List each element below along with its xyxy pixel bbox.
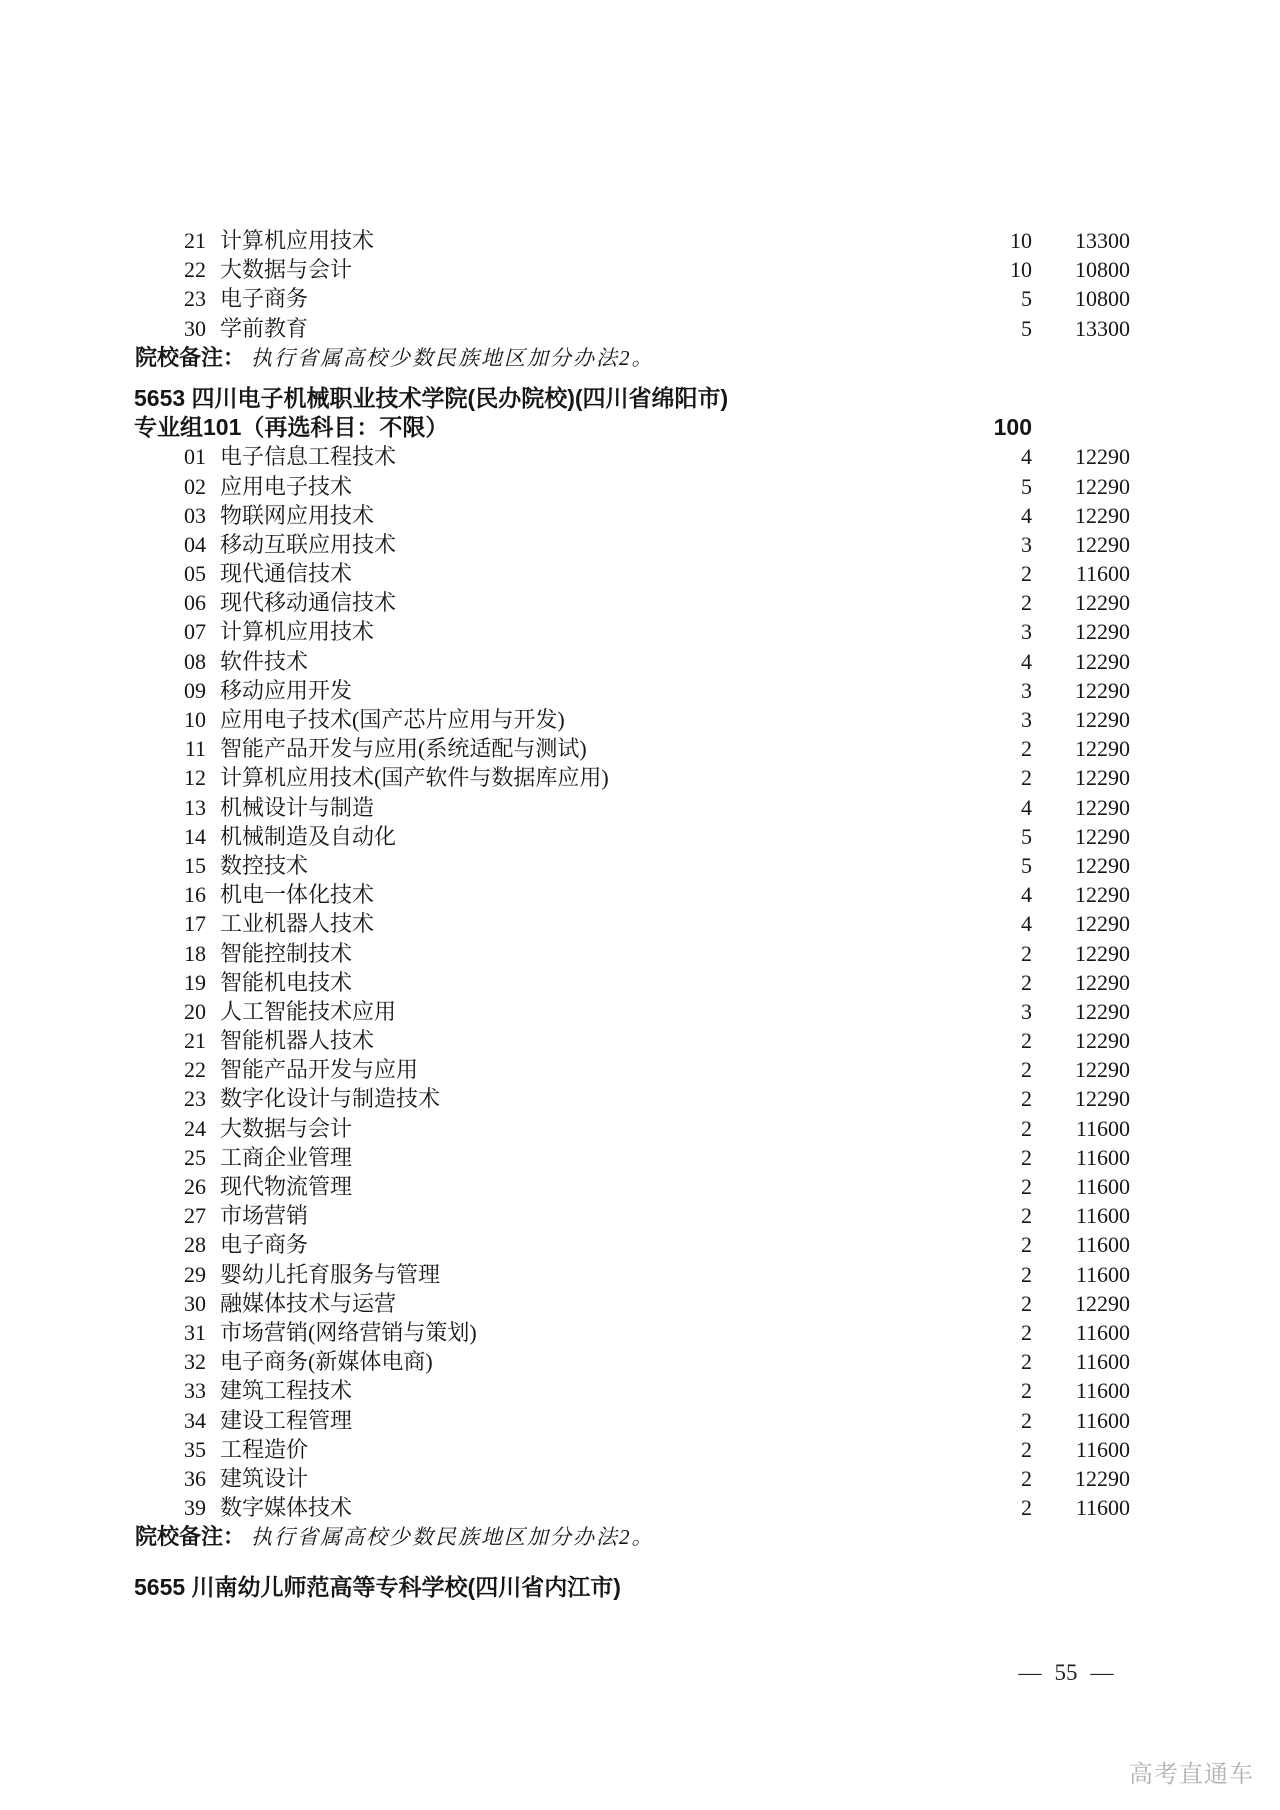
major-name: 应用电子技术(国产芯片应用与开发) xyxy=(220,707,565,732)
prev-school-major-list xyxy=(0,226,1280,343)
major-group-label: 专业组101（再选科目：不限） xyxy=(134,414,449,441)
major-row xyxy=(0,705,1280,734)
major-row xyxy=(0,734,1280,763)
major-name: 建设工程管理 xyxy=(220,1407,353,1433)
major-quota: 2 xyxy=(1021,590,1032,616)
major-code: 36 xyxy=(184,1465,206,1491)
major-fee: 12290 xyxy=(1075,911,1130,937)
major-fee: 12290 xyxy=(1075,707,1130,732)
major-row xyxy=(0,1260,1280,1289)
major-quota: 3 xyxy=(1021,677,1032,703)
major-name: 工业机器人技术 xyxy=(220,911,375,937)
major-quota: 3 xyxy=(1021,619,1032,645)
major-quota: 2 xyxy=(1021,1290,1032,1316)
major-name: 大数据与会计 xyxy=(220,1115,353,1141)
major-row xyxy=(0,530,1280,559)
major-quota: 5 xyxy=(1021,823,1032,849)
major-fee: 12290 xyxy=(1075,1465,1130,1491)
major-code: 19 xyxy=(184,969,206,995)
major-fee: 11600 xyxy=(1075,1144,1130,1170)
major-fee: 11600 xyxy=(1075,1232,1130,1258)
major-row xyxy=(0,472,1280,501)
major-fee: 10800 xyxy=(1075,257,1130,283)
major-fee: 12290 xyxy=(1075,940,1130,966)
major-quota: 3 xyxy=(1021,531,1032,557)
major-code: 25 xyxy=(184,1144,206,1170)
major-name: 人工智能技术应用 xyxy=(220,998,397,1024)
major-fee: 12290 xyxy=(1075,765,1130,791)
major-name: 数字媒体技术 xyxy=(220,1495,353,1521)
major-code: 16 xyxy=(184,882,206,908)
major-name: 电子商务 xyxy=(220,1232,309,1258)
major-quota: 5 xyxy=(1021,286,1032,312)
major-code: 28 xyxy=(184,1232,206,1258)
major-row xyxy=(0,1026,1280,1055)
school-remark xyxy=(0,343,1280,372)
major-name: 市场营销(网络营销与策划) xyxy=(220,1319,477,1345)
major-row xyxy=(0,559,1280,588)
major-name: 工程造价 xyxy=(220,1436,309,1462)
major-quota: 10 xyxy=(1010,228,1032,253)
major-name: 计算机应用技术 xyxy=(220,619,375,645)
major-code: 35 xyxy=(184,1436,206,1462)
major-name: 建筑工程技术 xyxy=(220,1378,353,1404)
major-name: 数字化设计与制造技术 xyxy=(220,1086,441,1112)
major-quota: 2 xyxy=(1021,940,1032,966)
major-name: 物联网应用技术 xyxy=(220,502,375,528)
major-row xyxy=(0,501,1280,530)
major-code: 22 xyxy=(184,257,206,283)
major-code: 32 xyxy=(184,1349,206,1375)
major-row xyxy=(0,1289,1280,1318)
major-code: 11 xyxy=(184,736,206,762)
major-fee: 11600 xyxy=(1075,1203,1130,1229)
major-row xyxy=(0,1201,1280,1230)
major-name: 数控技术 xyxy=(220,852,309,878)
major-code: 03 xyxy=(184,502,206,528)
major-row xyxy=(0,1435,1280,1464)
major-name: 移动应用开发 xyxy=(220,677,353,703)
major-quota: 2 xyxy=(1021,1495,1032,1521)
major-row xyxy=(0,880,1280,909)
major-name: 融媒体技术与运营 xyxy=(220,1290,397,1316)
major-row xyxy=(0,255,1280,284)
major-row xyxy=(0,1347,1280,1376)
major-name: 工商企业管理 xyxy=(220,1144,353,1170)
major-row xyxy=(0,939,1280,968)
major-name: 智能产品开发与应用 xyxy=(220,1057,419,1083)
major-quota: 2 xyxy=(1021,1174,1032,1199)
major-quota: 2 xyxy=(1021,1115,1032,1141)
major-name: 机电一体化技术 xyxy=(220,882,375,908)
school-remark xyxy=(0,1522,1280,1551)
major-code: 09 xyxy=(184,677,206,703)
major-fee: 12290 xyxy=(1075,502,1130,528)
major-group-row xyxy=(0,413,1280,442)
major-row xyxy=(0,1055,1280,1084)
major-code: 07 xyxy=(184,619,206,645)
major-code: 12 xyxy=(184,765,206,791)
school-title-5655: 5655 川南幼儿师范高等专科学校(四川省内江市) xyxy=(134,1574,621,1601)
major-quota: 4 xyxy=(1021,882,1032,908)
major-quota: 2 xyxy=(1021,1407,1032,1433)
major-row xyxy=(0,1084,1280,1113)
major-quota: 2 xyxy=(1021,1203,1032,1229)
major-row xyxy=(0,617,1280,646)
major-name: 电子商务(新媒体电商) xyxy=(220,1349,433,1375)
major-code: 31 xyxy=(184,1319,206,1345)
major-name: 智能机电技术 xyxy=(220,969,353,995)
page-number-value: 55 xyxy=(1054,1660,1078,1685)
major-fee: 12290 xyxy=(1075,531,1130,557)
major-code: 29 xyxy=(184,1261,206,1287)
major-quota: 4 xyxy=(1021,794,1032,820)
major-name: 婴幼儿托育服务与管理 xyxy=(220,1261,441,1287)
major-fee: 11600 xyxy=(1075,1349,1130,1375)
major-group-quota: 100 xyxy=(993,414,1032,441)
major-fee: 13300 xyxy=(1075,315,1130,341)
watermark: 高考直通车 xyxy=(1129,1762,1254,1788)
major-row xyxy=(0,1406,1280,1435)
major-quota: 2 xyxy=(1021,1349,1032,1375)
major-name: 建筑设计 xyxy=(220,1465,309,1491)
major-code: 34 xyxy=(184,1407,206,1433)
major-quota: 3 xyxy=(1021,998,1032,1024)
major-fee: 11600 xyxy=(1075,1436,1130,1462)
major-name: 移动互联应用技术 xyxy=(220,531,397,557)
major-quota: 2 xyxy=(1021,561,1032,587)
major-fee: 12290 xyxy=(1075,969,1130,995)
major-row xyxy=(0,1464,1280,1493)
major-code: 06 xyxy=(184,590,206,616)
major-name: 电子信息工程技术 xyxy=(220,444,397,470)
major-quota: 2 xyxy=(1021,1261,1032,1287)
major-code: 20 xyxy=(184,998,206,1024)
major-name: 智能机器人技术 xyxy=(220,1028,375,1054)
major-name: 现代移动通信技术 xyxy=(220,590,397,616)
major-fee: 12290 xyxy=(1075,1028,1130,1054)
major-name: 计算机应用技术 xyxy=(220,228,375,253)
major-quota: 2 xyxy=(1021,969,1032,995)
major-group-fee-spacer xyxy=(1032,413,1130,442)
major-quota: 5 xyxy=(1021,473,1032,499)
major-fee: 10800 xyxy=(1075,286,1130,312)
major-name: 智能产品开发与应用(系统适配与测试) xyxy=(220,736,587,762)
major-code: 21 xyxy=(184,228,206,253)
major-row xyxy=(0,647,1280,676)
major-fee: 12290 xyxy=(1075,823,1130,849)
major-code: 21 xyxy=(184,1028,206,1054)
major-code: 23 xyxy=(184,1086,206,1112)
major-name: 市场营销 xyxy=(220,1203,309,1229)
major-code: 15 xyxy=(184,852,206,878)
major-name: 计算机应用技术(国产软件与数据库应用) xyxy=(220,765,609,791)
major-code: 10 xyxy=(184,707,206,732)
major-fee: 12290 xyxy=(1075,1057,1130,1083)
major-name: 机械设计与制造 xyxy=(220,794,375,820)
major-row xyxy=(0,442,1280,471)
major-quota: 4 xyxy=(1021,444,1032,470)
major-row xyxy=(0,588,1280,617)
major-fee: 11600 xyxy=(1075,561,1130,587)
major-code: 33 xyxy=(184,1378,206,1404)
major-quota: 2 xyxy=(1021,736,1032,762)
major-fee: 12290 xyxy=(1075,852,1130,878)
major-code: 04 xyxy=(184,531,206,557)
major-quota: 2 xyxy=(1021,1378,1032,1404)
major-quota: 3 xyxy=(1021,707,1032,732)
major-fee: 12290 xyxy=(1075,882,1130,908)
major-code: 17 xyxy=(184,911,206,937)
major-row xyxy=(0,763,1280,792)
major-code: 13 xyxy=(184,794,206,820)
major-row xyxy=(0,284,1280,313)
school-5653-major-list xyxy=(0,442,1280,1522)
major-row xyxy=(0,1230,1280,1259)
major-code: 14 xyxy=(184,823,206,849)
major-row xyxy=(0,314,1280,343)
major-name: 机械制造及自动化 xyxy=(220,823,397,849)
major-fee: 12290 xyxy=(1075,736,1130,762)
major-code: 23 xyxy=(184,286,206,312)
major-fee: 12290 xyxy=(1075,677,1130,703)
major-name: 学前教育 xyxy=(220,315,309,341)
major-code: 30 xyxy=(184,1290,206,1316)
major-row xyxy=(0,1143,1280,1172)
major-code: 22 xyxy=(184,1057,206,1083)
major-code: 01 xyxy=(184,444,206,470)
major-fee: 12290 xyxy=(1075,1086,1130,1112)
major-code: 08 xyxy=(184,648,206,674)
school-title-5653: 5653 四川电子机械职业技术学院(民办院校)(四川省绵阳市) xyxy=(134,384,729,411)
major-name: 软件技术 xyxy=(220,648,309,674)
major-fee: 11600 xyxy=(1075,1378,1130,1404)
major-code: 27 xyxy=(184,1203,206,1229)
major-name: 应用电子技术 xyxy=(220,473,353,499)
major-row xyxy=(0,997,1280,1026)
major-fee: 11600 xyxy=(1075,1115,1130,1141)
major-fee: 11600 xyxy=(1075,1407,1130,1433)
major-row xyxy=(0,1376,1280,1405)
major-quota: 5 xyxy=(1021,852,1032,878)
major-fee: 13300 xyxy=(1075,228,1130,253)
major-quota: 4 xyxy=(1021,911,1032,937)
page-number-dash-right: — xyxy=(1090,1660,1114,1685)
major-row xyxy=(0,793,1280,822)
major-code: 18 xyxy=(184,940,206,966)
major-row xyxy=(0,968,1280,997)
major-name: 智能控制技术 xyxy=(220,940,353,966)
major-quota: 2 xyxy=(1021,1232,1032,1258)
major-quota: 2 xyxy=(1021,1144,1032,1170)
major-row xyxy=(0,226,1280,255)
major-fee: 12290 xyxy=(1075,998,1130,1024)
major-quota: 4 xyxy=(1021,648,1032,674)
major-fee: 12290 xyxy=(1075,590,1130,616)
major-name: 现代物流管理 xyxy=(220,1174,353,1199)
major-fee: 12290 xyxy=(1075,444,1130,470)
major-row xyxy=(0,1114,1280,1143)
major-row xyxy=(0,676,1280,705)
major-code: 24 xyxy=(184,1115,206,1141)
major-quota: 2 xyxy=(1021,765,1032,791)
major-fee: 11600 xyxy=(1075,1319,1130,1345)
remark-label: 院校备注： xyxy=(135,344,246,370)
major-quota: 2 xyxy=(1021,1436,1032,1462)
major-fee: 12290 xyxy=(1075,473,1130,499)
major-quota: 2 xyxy=(1021,1057,1032,1083)
major-quota: 2 xyxy=(1021,1028,1032,1054)
major-fee: 12290 xyxy=(1075,648,1130,674)
major-fee: 12290 xyxy=(1075,1290,1130,1316)
major-fee: 12290 xyxy=(1075,794,1130,820)
major-quota: 5 xyxy=(1021,315,1032,341)
major-quota: 10 xyxy=(1010,257,1032,283)
major-quota: 4 xyxy=(1021,502,1032,528)
major-code: 26 xyxy=(184,1174,206,1199)
major-row xyxy=(0,1172,1280,1201)
major-name: 大数据与会计 xyxy=(220,257,353,283)
major-quota: 2 xyxy=(1021,1086,1032,1112)
major-code: 39 xyxy=(184,1495,206,1521)
major-row xyxy=(0,909,1280,938)
major-row xyxy=(0,1493,1280,1522)
page-number xyxy=(998,1660,1134,1686)
major-fee: 12290 xyxy=(1075,619,1130,645)
major-fee: 11600 xyxy=(1075,1495,1130,1521)
page-number-dash-left: — xyxy=(1018,1660,1042,1685)
major-quota: 2 xyxy=(1021,1465,1032,1491)
remark-text: 执行省属高校少数民族地区加分办法2。 xyxy=(251,1525,655,1550)
major-name: 现代通信技术 xyxy=(220,561,353,587)
major-code: 02 xyxy=(184,473,206,499)
remark-label: 院校备注： xyxy=(135,1524,246,1550)
major-row xyxy=(0,1318,1280,1347)
major-code: 05 xyxy=(184,561,206,587)
major-fee: 11600 xyxy=(1075,1174,1130,1199)
major-fee: 11600 xyxy=(1075,1261,1130,1287)
major-quota: 2 xyxy=(1021,1319,1032,1345)
major-name: 电子商务 xyxy=(220,286,309,312)
major-row xyxy=(0,822,1280,851)
page-content xyxy=(0,226,1280,1603)
remark-text: 执行省属高校少数民族地区加分办法2。 xyxy=(251,345,655,370)
major-code: 30 xyxy=(184,315,206,341)
major-row xyxy=(0,851,1280,880)
